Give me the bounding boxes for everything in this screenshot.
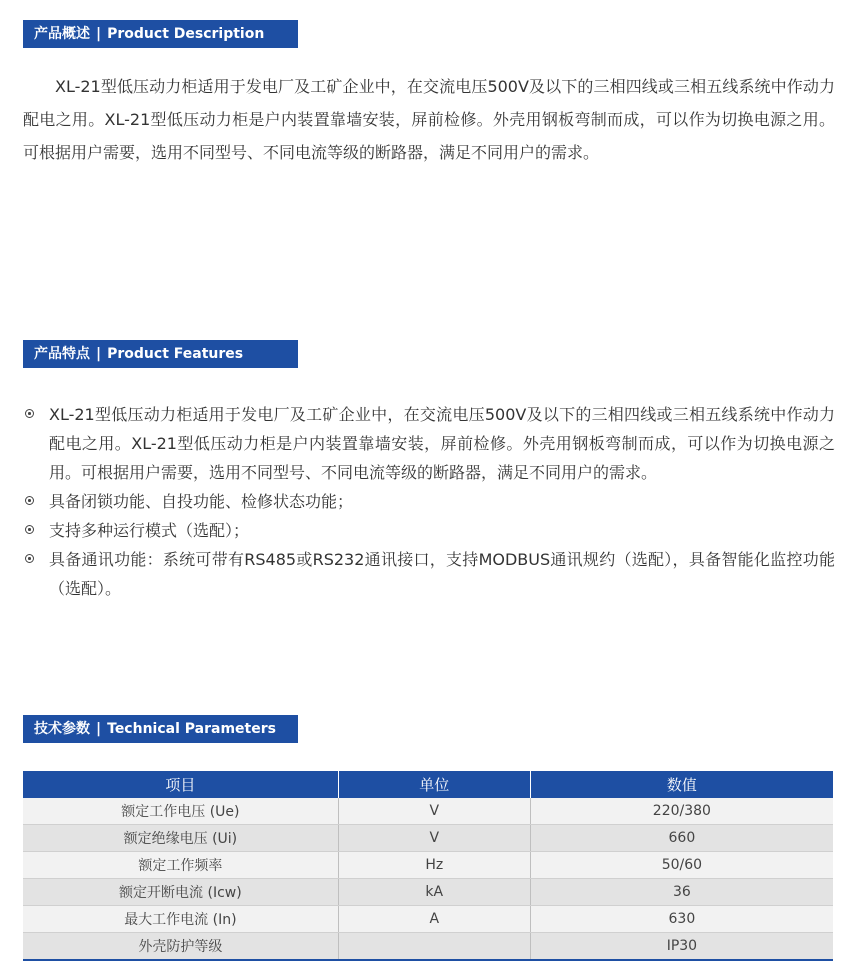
cell-item: 外壳防护等级 — [23, 933, 338, 961]
section-title-cn: 产品概述 — [34, 26, 90, 42]
section-title-en: Product Features — [107, 346, 244, 362]
column-header-unit: 单位 — [338, 771, 530, 798]
section-separator: | — [96, 26, 102, 42]
circle-bullet-icon — [25, 496, 34, 505]
feature-text: 具备通讯功能：系统可带有RS485或RS232通讯接口，支持MODBUS通讯规约（选配），具备智能化监控功能（选配）。 — [49, 550, 835, 598]
feature-item — [23, 516, 835, 545]
section-separator: | — [96, 346, 102, 362]
section-title-en: Technical Parameters — [107, 721, 276, 737]
table-row — [23, 825, 833, 852]
circle-bullet-icon — [25, 525, 34, 534]
section-title-en: Product Description — [107, 26, 265, 42]
table-row — [23, 879, 833, 906]
cell-unit: A — [338, 906, 530, 933]
cell-item: 最大工作电流 (In) — [23, 906, 338, 933]
circle-bullet-icon — [25, 409, 34, 418]
cell-value: 50/60 — [530, 852, 833, 879]
cell-item: 额定开断电流 (Icw) — [23, 879, 338, 906]
table-header-row — [23, 771, 833, 798]
feature-text: 具备闭锁功能、自投功能、检修状态功能； — [49, 492, 354, 511]
cell-unit: V — [338, 798, 530, 825]
cell-unit — [338, 933, 530, 961]
section-title-cn: 产品特点 — [34, 346, 90, 362]
feature-item — [23, 400, 835, 487]
feature-item — [23, 545, 835, 603]
column-header-item: 项目 — [23, 771, 338, 798]
cell-unit: kA — [338, 879, 530, 906]
table-row — [23, 852, 833, 879]
section-title-cn: 技术参数 — [34, 721, 90, 737]
cell-value: 660 — [530, 825, 833, 852]
cell-value: 36 — [530, 879, 833, 906]
cell-unit: V — [338, 825, 530, 852]
column-header-value: 数值 — [530, 771, 833, 798]
cell-item: 额定绝缘电压 (Ui) — [23, 825, 338, 852]
cell-value: IP30 — [530, 933, 833, 961]
technical-parameters-table — [23, 771, 833, 961]
cell-value: 630 — [530, 906, 833, 933]
table-row — [23, 798, 833, 825]
section-header-technical — [23, 715, 298, 743]
table-row — [23, 906, 833, 933]
cell-value: 220/380 — [530, 798, 833, 825]
feature-text: 支持多种运行模式（选配）； — [49, 521, 250, 540]
circle-bullet-icon — [25, 554, 34, 563]
table-row — [23, 933, 833, 961]
feature-item — [23, 487, 835, 516]
section-header-features — [23, 340, 298, 368]
section-separator: | — [96, 721, 102, 737]
description-paragraph: XL-21型低压动力柜适用于发电厂及工矿企业中，在交流电压500V及以下的三相四线或三相五线系统中作动力配电之用。XL-21型低压动力柜是户内装置靠墙安装，屏前检修。外壳用钢板弯制而成，可以作为切换电源之用。可根据用户需要，选用不同型号、不同电流等级的断路器，满足不同用户的需求。 — [23, 77, 835, 162]
feature-text: XL-21型低压动力柜适用于发电厂及工矿企业中，在交流电压500V及以下的三相四线或三相五线系统中作动力配电之用。XL-21型低压动力柜是户内装置靠墙安装，屏前检修。外壳用钢板弯制而成，可以作为切换电源之用。可根据用户需要，选用不同型号、不同电流等级的断路器，满足不同用户的需求。 — [49, 405, 835, 482]
feature-list — [23, 400, 835, 603]
cell-item: 额定工作频率 — [23, 852, 338, 879]
section-header-description — [23, 20, 298, 48]
cell-unit: Hz — [338, 852, 530, 879]
cell-item: 额定工作电压 (Ue) — [23, 798, 338, 825]
